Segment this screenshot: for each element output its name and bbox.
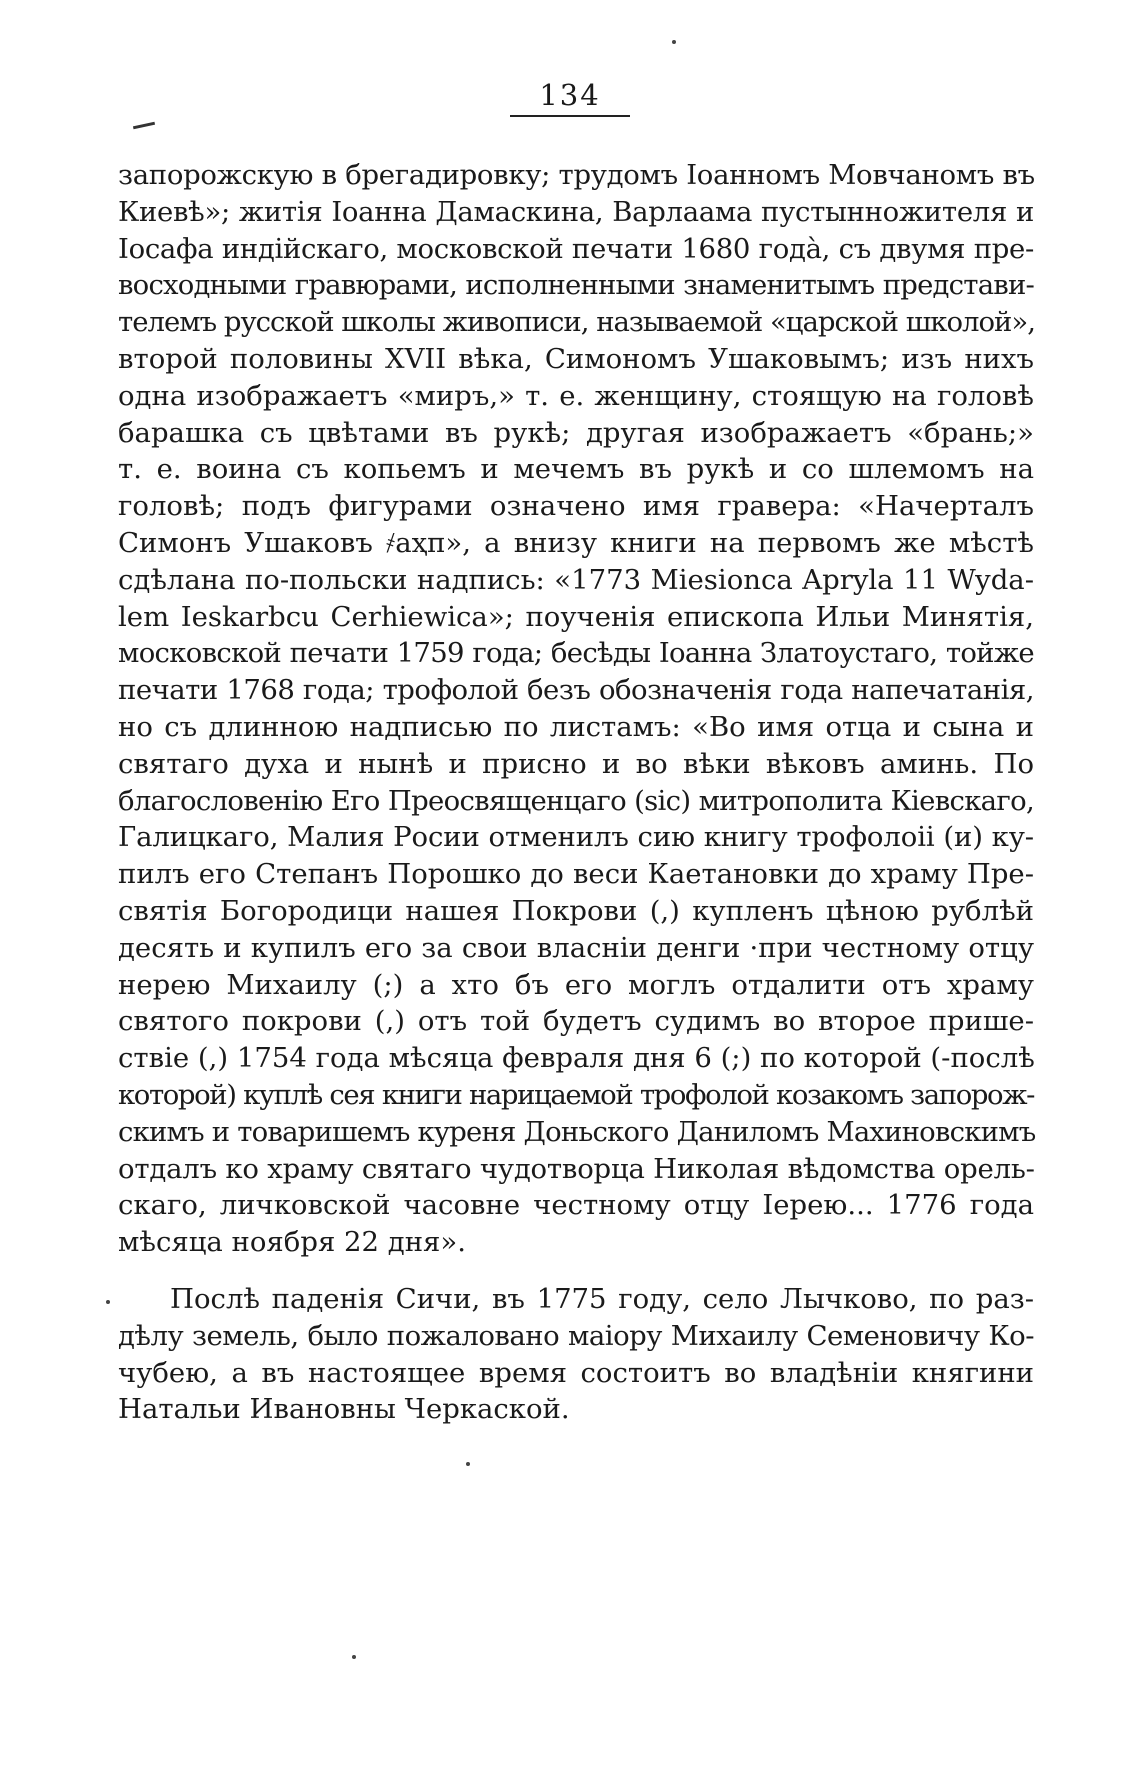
page-number: 134 bbox=[539, 78, 601, 112]
paragraph bbox=[118, 1281, 1034, 1428]
paper-speck bbox=[106, 1300, 110, 1304]
text-line: которой) куплѣ сея книги нарицаемой трофолой козакомъ запорож- bbox=[118, 1078, 1034, 1111]
text-line: барашка съ цвѣтами въ рукѣ; другая изображаетъ «брань;» bbox=[118, 416, 1034, 449]
text-line: т. е. воина съ копьемъ и мечемъ въ рукѣ и со шлемомъ на bbox=[118, 453, 1034, 486]
text-line: Іосафа индійскаго, московской печати 1680 годà, съ двумя пре- bbox=[118, 232, 1034, 265]
text-line: святія Богородици нашея Покрови (,) купленъ цѣною рублѣй bbox=[118, 894, 1034, 927]
text-line: ствіе (,) 1754 года мѣсяца февраля дня 6 (;) по которой (-послѣ bbox=[118, 1042, 1035, 1075]
margin-mark bbox=[133, 122, 155, 130]
text-line: второй половины XVII вѣка, Симономъ Ушаковымъ; изъ нихъ bbox=[118, 342, 1034, 375]
text-line: Киевѣ»; житія Іоанна Дамаскина, Варлаама пустынножителя и bbox=[118, 195, 1034, 228]
text-line: lem Ieskarbcu Cerhiewica»; поученія епископа Ильи Минятія, bbox=[118, 600, 1034, 633]
paragraph bbox=[118, 157, 1034, 1261]
text-line: но съ длинною надписью по листамъ: «Во имя отца и сына и bbox=[118, 710, 1034, 743]
page-number-rule bbox=[510, 115, 630, 117]
text-line: телемъ русской школы живописи, называемой «царской школой», bbox=[118, 306, 1035, 339]
paper-speck bbox=[352, 1655, 356, 1659]
text-line: одна изображаетъ «миръ,» т. е. женщину, стоящую на головѣ bbox=[118, 379, 1034, 412]
text-line: Симонъ Ушаковъ ҂аҳп», а внизу книги на первомъ же мѣстѣ bbox=[118, 526, 1034, 559]
text-line: запорожскую в брегадировку; трудомъ Іоанномъ Мовчаномъ въ bbox=[118, 159, 1035, 191]
text-line: Галицкаго, Малия Росии отменилъ сию книгу трофолоіі (и) ку- bbox=[118, 821, 1034, 854]
text-line: дѣлу земель, было пожаловано маіору Михаилу Семеновичу Ко- bbox=[118, 1319, 1034, 1352]
text-line: головѣ; подъ фигурами означено имя гравера: «Начерталъ bbox=[118, 490, 1034, 523]
text-line: восходными гравюрами, исполненными знаменитымъ представи- bbox=[118, 269, 1034, 302]
paragraph-gap bbox=[118, 1261, 1034, 1281]
text-line: чубею, а въ настоящее время состоитъ во владѣніи княгини bbox=[118, 1356, 1034, 1389]
text-line: десять и купилъ его за свои власніи денги ·при честному отцу bbox=[118, 931, 1034, 964]
text-line: московской печати 1759 года; бесѣды Іоанна Златоустаго, тойже bbox=[118, 637, 1034, 670]
body-text bbox=[118, 157, 1034, 1428]
text-line: святаго духа и нынѣ и присно и во вѣки вѣковъ аминь. По bbox=[118, 747, 1034, 780]
text-line: святого покрови (,) отъ той будетъ судимъ во второе прише- bbox=[118, 1005, 1034, 1038]
text-line: скаго, личковской часовне честному отцу Іерею... 1776 года bbox=[118, 1189, 1034, 1222]
text-line: пилъ его Степанъ Порошко до веси Каетановки до храму Пре- bbox=[118, 858, 1034, 891]
text-line: скимъ и товаришемъ куреня Доньского Даниломъ Махиновскимъ bbox=[118, 1115, 1036, 1148]
text-line: печати 1768 года; трофолой безъ обозначенія года напечатанія, bbox=[118, 674, 1034, 707]
paper-speck bbox=[466, 1462, 470, 1466]
text-line: Послѣ паденія Сичи, въ 1775 году, село Лычково, по раз- bbox=[170, 1282, 1034, 1315]
text-line: мѣсяца ноября 22 дня». bbox=[118, 1226, 466, 1259]
text-line: нерею Михаилу (;) а хто бъ его моглъ отдалити отъ храму bbox=[118, 968, 1034, 1001]
text-line: благословенію Его Преосвященцаго (sic) митрополита Кіевскаго, bbox=[118, 784, 1034, 817]
paper-speck bbox=[672, 40, 676, 44]
text-line: сдѣлана по-польски надпись: «1773 Miesionca Apryla 11 Wyda- bbox=[118, 563, 1034, 596]
text-line: отдалъ ко храму святаго чудотворца Николая вѣдомства орель- bbox=[118, 1152, 1035, 1185]
text-line: Натальи Ивановны Черкаской. bbox=[118, 1393, 570, 1426]
